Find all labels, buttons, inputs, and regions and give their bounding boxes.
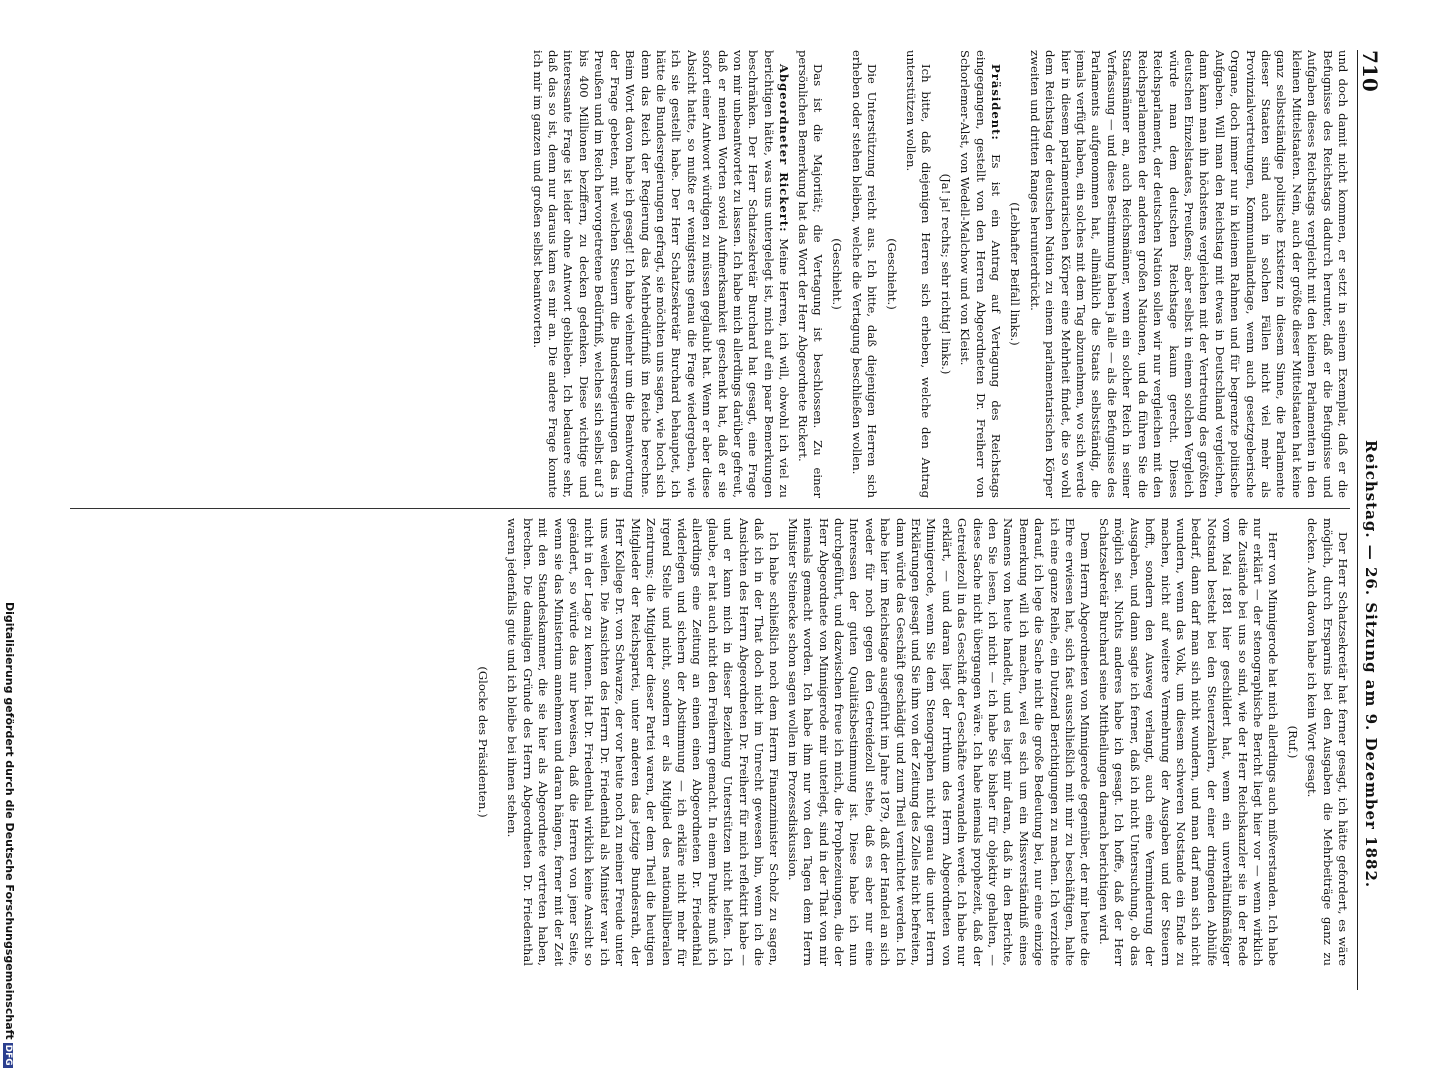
paragraph: Das ist die Majorität; die Vertagung ist beschlossen. Zu einer persönlichen Bemerkung hat das Wort der Herr Abgeordnete Rickert. xyxy=(795,50,825,498)
paragraph: Herr von Minnigerode hat mich allerdings auch mißverstanden. Ich habe nur erklärt — der stenographische Bericht liegt hier vor — wenn wirklich die Zustände bei uns so sind, wie der Herr Reichskanzler sie in der Rede vom Mai 1881 hier geschildert hat, wenn ein unverhältnißmäßiger Notstand besteht bei den Steuerzahlern, der einer dringenden Abhülfe bedarf, dann darf man sich nicht wundern, und man darf man sich nicht wundern, wenn das Volk, um diesem schweren Notstande ein Ende zu machen, nicht auf weitere Vermehrung der Ausgaben und der Steuern hofft, sondern den Ausweg verlangt, auch eine Verminderung der Ausgaben, und dann sagte ich ferner, daß ich nicht Untersuchung, ob das möglich sei. Nichts anderes habe ich gesagt. Ich hoffe, daß der Herr Schatzsekretär Burchard seine Mittheilungen darnach berichtigen wird. xyxy=(1096,518,1281,966)
credit-text: Digitalisierung gefördert durch die Deutsche Forschungsgemeinschaft xyxy=(3,602,16,1040)
stage-direction: (Lebhafter Beifall links.) xyxy=(1008,202,1023,346)
speaker-name: Abgeordneter Rickert: xyxy=(777,64,792,233)
paragraph: und doch damit nicht kommen, er setzt in seinem Exemplar, daß er die Befugnisse des Reichstags dadurch herunter, daß er die Befugnisse und Aufgaben dieses Reichstags vergleicht mit den kleinen Parlamenten in den kleinen Mittelstaaten. Nein, auch der größte dieser Mittelstaaten hat keine ganz selbstständige politische Existenz in diesem Sinne, die Parlamente dieser Staaten sind auch in solchen Fällen nicht viel mehr als Provinzialvertretungen, Kommunallandtage, wenn auch gesetzgeberische Organe, doch immer nur in kleinem Rahmen und für begrenzte politische Aufgaben. Will man den Reichstag mit etwas in Deutschland vergleichen, dann kann man ihn höchstens vergleichen mit der Vertretung des größten deutschen Einzelstaates, Preußens; aber selbst in einem solchen Vergleich würde man dem deutschen Reichstage kaum gerecht. Dieses Reichsparlament, der deutschen Nation sollen wir nur vergleichen mit den Reichsparlamenten der anderen großen Nationen, und da führen Sie die Staatsmänner an, auch Reichsmänner, wenn ein solcher Reich in seiner Verfassung — und diese Bestimmung haben ja alle — als die Befugnisse des Parlaments aufgenommen hat, allmählich die Staats selbstständig, die jemals verfügt haben, ein solches mit dem Tag abzunehmen, wo sich werde hier in diesem parlamentarischen Körper eine Mehrheit findet, die so wohl dem Reichstag der deutschen Nation zu einem parlamentarischen Körper zweiten und dritten Ranges herunterdrückt. xyxy=(1027,50,1350,498)
page-header xyxy=(1356,50,1382,990)
speech-text: Meine Herren, ich will, obwohl ich viel zu berichtigen hätte, was uns untergelegt ist, mich auf ein paar Bemerkungen beschränken. Der Herr Schatzsekretär Burchard hat gesagt, eine Frage von mir unbeantwortet zu lassen. Ich habe mich allerdings darüber gefreut, daß er meinen Worten soviel Aufmerksamkeit geschenkt hat, daß er sie sofort einer Antwort würdigen zu müssen geglaubt hat. Wenn er aber diese Absicht hatte, so mußte er wenigstens genau die Frage wiedergeben, wie ich sie gestellt habe. Der Herr Schatzsekretär Burchard behauptet, ich hätte die Bundesregierungen gefragt, sie möchten uns sagen, wie hoch sich denn das Reich der Regierung das Mehrbedürfniß im Reiche berechne. Beim Wort davon habe ich gesagt! Ich habe vielmehr um die Beantwortung der Frage gebeten, mit welchen Steuern die Bundesregierungen das in Preußen und im Reich hervorgetretene Bedürfniß, welches sich selbst auf 3 bis 400 Millionen beziffern, zu decken gedenken. Diese wichtige und interessante Frage ist leider ohne Antwort geblieben. Ich bedauere sehr, daß das so ist, denn nur daraus kam es mir an. Die andere Frage konnte ich mir im ganzen und großen selbst beantworten. xyxy=(530,50,792,498)
stage-direction: (Ja! ja! rechts; sehr richtig! links.) xyxy=(938,173,953,375)
rotated-page-content xyxy=(52,50,1392,990)
paragraph: Dem Herrn Abgeordneten von Minnigerode gegenüber, der mir heute die Ehre erwiesen hat, sich fast ausschließlich mit mir zu beschäftigen, halte ich eine ganze Reihe, ein Dutzend Berichtigungen zu machen. Ich verzichte darauf, ich lege die Sache nicht die große Bedeutung bei, nur eine einzige Bemerkung will ich machen, weil es sich um ein Missverständniß eines Namens von heute handelt, und es liegt mir daran, daß in den Berichte, den Sie lesen, ich nicht — ich habe Sie bisher für objektiv gehalten, — diese Sache nicht übergangen wäre. Ich habe niemals prophezeit, daß der Getreidezoll in das Geschäft der Geschäfte verwandeln werde. Ich habe nur erklärt, — und daran liegt der Irrthum des Herrn Abgeordneten von Minnigerode, wenn Sie dem Stenographen nicht genau die unter Herrn Erklärungen gesagt und Sie ihm von der Zeitung des Zolles nicht befreiten, dann würde das Geschäft geschädigt und zum Theil vernichtet werden. Ich habe hier im Reichstage ausgeführt im Jahre 1879, daß der Handel an sich weder für noch gegen den Getreidezoll stehe, daß es aber nur eine Interessen der guten Qualitätsbestimmung ist. Diese habe ich nun durchgeführt, und dazwischen freue ich mich, die Prophezeiungen, die der Herr Abgeordnete von Minnigerode mir unterlegt, sind in der That von mir niemals gemacht worden. Ich habe ihm nur von den Tagen dem Herrn Minister Steinecke schon sagen wollen im Prozessdiskussion. xyxy=(785,518,1093,966)
left-column xyxy=(60,50,1350,498)
stage-direction: (Geschieht.) xyxy=(830,238,845,310)
stage-direction-end: (Glocke des Präsidenten.) xyxy=(476,666,491,818)
dfg-logo: DFG xyxy=(3,1044,13,1066)
stage-direction: (Geschieht.) xyxy=(884,238,899,310)
paragraph: Ich bitte, daß diejenigen Herren sich erheben, welche den Antrag unterstützen wollen. xyxy=(904,50,934,498)
paragraph: Die Unterstützung reicht aus. Ich bitte, daß diejenigen Herren sich erheben oder stehen bleiben, welche die Vertagung beschließen wollen. xyxy=(849,50,880,498)
paragraph xyxy=(529,50,791,498)
header-rule xyxy=(1357,50,1358,990)
page-number: 710 xyxy=(1358,50,1382,92)
paragraph: Der Herr Schatzsekretär hat ferner gesagt, ich hätte gefordert, es wäre möglich, durch Ersparnis bei den Ausgaben die Mehrbeiträge ganz zu decken. Auch davon habe ich kein Wort gesagt. xyxy=(1305,518,1350,966)
running-head: Reichstag. — 26. Sitzung am 9. Dezember 1882. xyxy=(1362,440,1380,889)
paragraph: Ich habe schließlich noch dem Herrn Finanzminister Scholz zu sagen, daß ich in der That doch nicht im Unrecht gewesen bin, wenn ich die Ansichten des Herrn Abgeordneten Dr. Freiherr für mich reflektirt habe — und er kann mich in dieser Beziehung Unterstützen nicht helfen. Ich glaube, er hat auch nicht den Freiherrn gemacht. In einem Punkte muß ich allerdings eine Zeitung an einen einen Abgeordneten Dr. Friedenthal widerlegen und sichern der Abstimmung — ich erkläre nicht mehr für irgend Stelle und nicht, sondern er als Mitglied des nationalliberalen Zentrums; die Mitglieder dieser Partei waren, der dem Theil die heutigen Mitglieder der Reichspartei, unter anderen das jetzige Bundesrath, der Herr Kollege Dr. von Schwarze, der vor heute noch zu meiner Freude unter uns weilen. Die Ansichten des Herrn Dr. Friedenthal als Minister war ich nicht in der Lage zu kennen. Hat Dr. Friedenthal wirklich keine Ansicht so geändert, so würde das nur beweisen, daß die Herren von jener Seite, wenn sie das Ministerium annehmen und daran hängen, ferner mit der Zeit mit den Standeskammer, die sie hier als Abgeordnete vertreten haben, brechen. Die damaligen Gründe des Herrn Abgeordneten Dr. Friedenthal waren jedenfalls gute und ich bleibe bei ihnen stehen. xyxy=(505,518,782,966)
paragraph xyxy=(957,50,1003,498)
column-divider xyxy=(70,508,1350,509)
stage-direction: (Ruf.) xyxy=(1285,725,1300,759)
right-column xyxy=(60,518,1350,966)
digitization-credit xyxy=(0,602,16,1066)
speaker-name: Präsident: xyxy=(989,64,1004,141)
speech-text: Es ist ein Antrag auf Vertagung des Reichstags eingegangen, gestellt von den Herren Abgeordneten Dr. Freiherr von Schorlemer-Alst, von Wedell-Malchow und von Kleist. xyxy=(958,50,1004,498)
